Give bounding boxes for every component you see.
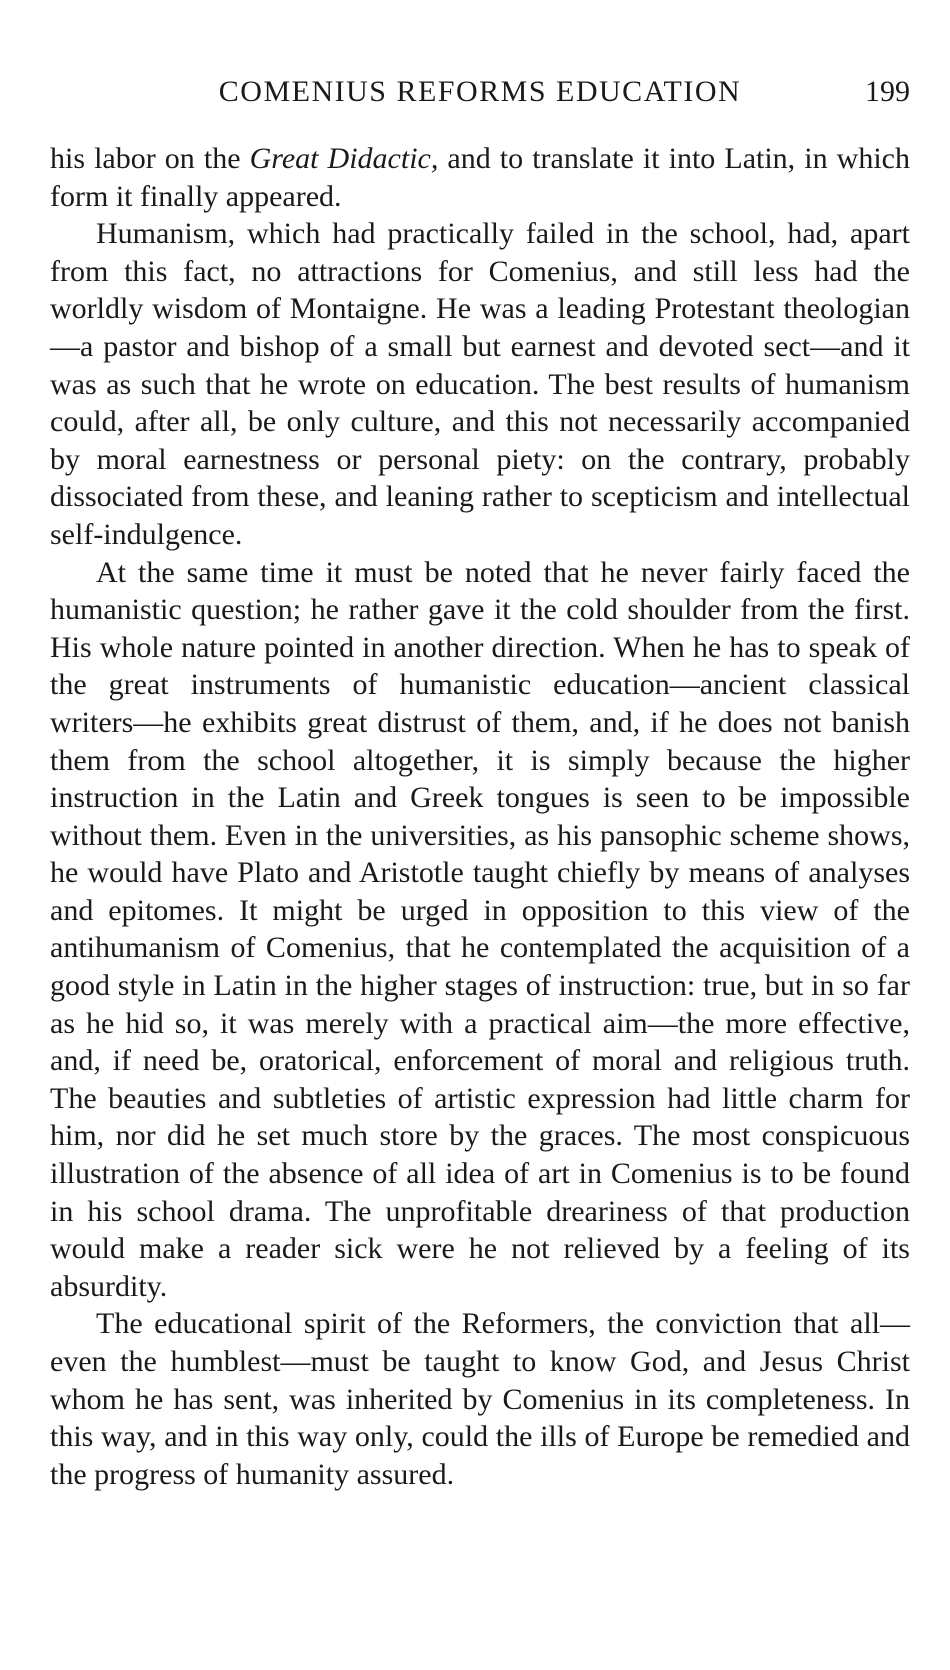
running-head	[50, 72, 910, 112]
paragraph-humanism: Humanism, which had practically failed in the school, had, apart from this fact, no attractions for Comenius, and still less had the worldly wisdom of Montaigne. He was a leading Protestant theologian—a pastor and bishop of a small but earnest and devoted sect—and it was as such that he wrote on education. The best results of humanism could, after all, be only culture, and this not necessarily accompanied by moral earnestness or personal piety: on the contrary, probably dissociated from these, and leaning rather to scepticism and intellectual self-indulgence.	[50, 217, 910, 551]
paragraph-continuation	[50, 140, 910, 215]
paragraph-1-text-before: his labor on the	[50, 142, 250, 175]
running-title: COMENIUS REFORMS EDUCATION	[218, 75, 742, 108]
paragraph-reformers-spirit: The educational spirit of the Reformers, the conviction that all—even the humblest—must be taught to know God, and Jesus Christ whom he has sent, was inherited by Comenius in its completeness. In this way, and in this way only, could the ills of Europe be remedied and the progress of humanity assured.	[50, 1307, 910, 1491]
page-number: 199	[865, 75, 910, 108]
body-text	[50, 140, 910, 1493]
paragraph-1-text-after: and to translate it into Latin, in which form it finally appeared.	[50, 142, 910, 213]
book-title-great-didactic: Great Didactic,	[249, 142, 439, 175]
paragraph-humanistic-question: At the same time it must be noted that he never fairly faced the humanistic question; he rather gave it the cold shoulder from the first. His whole nature pointed in another direction. When he has to speak of the great instruments of humanistic education—ancient classical writers—he exhibits great distrust of them, and, if he does not banish them from the school altogether, it is simply because the higher instruction in the Latin and Greek tongues is seen to be impossible without them. Even in the universities, as his pansophic scheme shows, he would have Plato and Aristotle taught chiefly by means of analyses and epitomes. It might be urged in opposition to this view of the antihumanism of Comenius, that he contemplated the acquisition of a good style in Latin in the higher stages of instruction: true, but in so far as he hid so, it was merely with a practical aim—the more effective, and, if need be, oratorical, enforcement of moral and religious truth. The beauties and subtleties of artistic expression had little charm for him, nor did he set much store by the graces. The most conspicuous illustration of the absence of all idea of art in Comenius is to be found in his school drama. The unprofitable dreariness of that production would make a reader sick were he not relieved by a feeling of its absurdity.	[50, 555, 910, 1303]
